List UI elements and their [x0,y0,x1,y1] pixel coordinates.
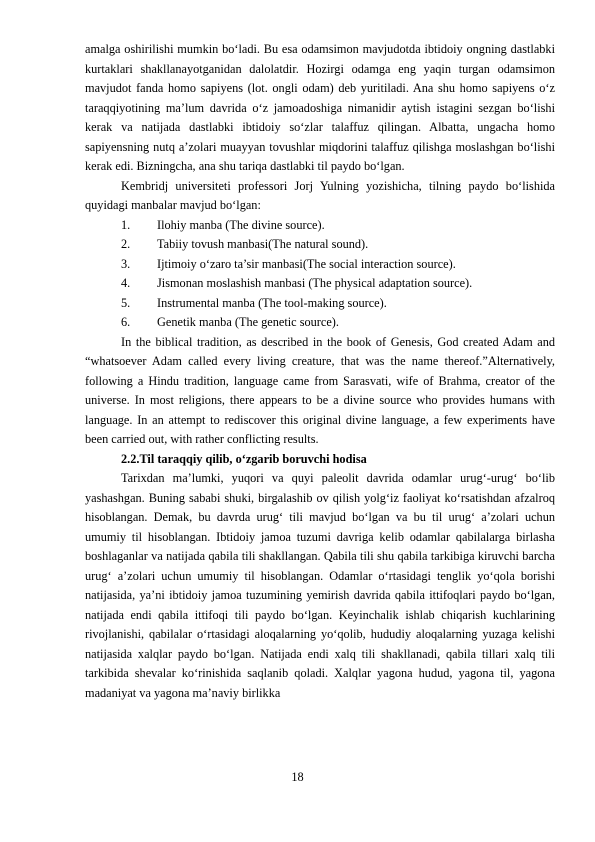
list-item-text: Tabiiy tovush manbasi(The natural sound). [157,237,369,251]
paragraph-1: amalga oshirilishi mumkin bo‘ladi. Bu esa odamsimon mavjudotda ibtidoiy ongning dastlabki kurtaklari shakllanayotganidan dalolatdir. Hozirgi odamga eng yaqin turgan odamsimon mavjudot fanda homo sapiyens (lot. ongli odam) deb yuritiladi. Ana shu homo sapiyens o‘z taraqqiyotining ma’lum davrida o‘z jamoadoshiga nimanidir aytish istagini sezgan bo‘lishi kerak va natijada dastlabki ibtidoiy so‘zlar talaffuz qilingan. Albatta, ungacha homo sapiyensning nutq a’zolari muayyan tovushlar miqdorini talaffuz qilishga moslashgan bo‘lishi kerak edi. Bizningcha, ana shu tariqa dastlabki til paydo bo‘lgan. [85,42,555,173]
list-item-text: Jismonan moslashish manbasi (The physical adaptation source). [157,276,473,290]
section-heading: 2.2.Til taraqqiy qilib, o‘zgarib boruvchi hodisa [121,451,367,466]
paragraph-2: Kembridj universiteti professori Jorj Yulning yozishicha, tilning paydo bo‘lishida quyidagi manbalar mavjud bo‘lgan: [85,178,555,212]
list-item [85,294,555,314]
list-item [85,235,555,255]
list-item-number: 3. [121,256,131,271]
list-item [85,216,555,236]
list-item-text: Instrumental manba (The tool-making source). [157,295,387,310]
list-item [85,313,555,333]
sources-list [85,216,555,333]
list-item [85,255,555,275]
list-item-number: 4. [121,276,131,290]
list-item-number: 5. [121,295,131,310]
list-item [85,274,555,294]
page-number: 18 [291,770,304,784]
document-page [85,40,555,703]
list-item-text: Genetik manba (The genetic source). [157,315,339,329]
list-item-number: 2. [121,237,131,251]
list-item-text: Ilohiy manba (The divine source). [157,217,325,232]
list-item-number: 1. [121,217,131,232]
list-item-number: 6. [121,315,131,329]
paragraph-4: Tarixdan ma’lumki, yuqori va quyi paleolit davrida odamlar urug‘-urug‘ bo‘lib yashashgan. Buning sababi shuki, birgalashib ov qilish yolg‘iz faoliyat ko‘rsatishdan afzalroq hisoblangan. Demak, bu davrda urug‘ tili mavjud bo‘lgan va bu til urug‘ a’zolari uchun umumiy til hisoblangan. Ibtidoiy jamoa tuzumi davriga kelib odamlar qabilalarga birlasha boshlaganlar va natijada qabila tili shakllangan. Qabila tili shu qabila tarkibiga kiruvchi barcha urug‘ a’zolari uchun umumiy til hisoblangan. Odamlar o‘rtasidagi tenglik yo‘qola borishi natijasida, ya’ni ibtidoiy jamoa tuzumining yemirish davrida qabila ittifoqlari paydo bo‘lgan, natijada endi qabila ittifoqi tili paydo bo‘lgan. Keyinchalik ishlab chiqarish kuchlarining rivojlanishi, qabilalar o‘rtasidagi aloqalarning yo‘qolib, hududiy aloqalarning yuzaga kelishi natijasida xalqlar paydo bo‘lgan. Natijada endi xalq tili shakllanadi, qabila tillari xalq tili tarkibida shevalar ko‘rinishida saqlanib qoladi. Xalqlar yagona hudud, yagona til, yagona madaniyat va yagona ma’naviy birlikka [85,471,555,700]
list-item-text: Ijtimoiy o‘zaro ta’sir manbasi(The social interaction source). [157,256,456,271]
paragraph-3: In the biblical tradition, as described in the book of Genesis, God created Adam and “whatsoever Adam called every living creature, that was the name thereof.”Alternatively, following a Hindu tradition, language came from Sarasvati, wife of Brahma, creator of the universe. In most religions, there appears to be a divine source who provides humans with language. In an attempt to rediscover this original divine language, a few experiments have been carried out, with rather conflicting results. [85,334,555,446]
